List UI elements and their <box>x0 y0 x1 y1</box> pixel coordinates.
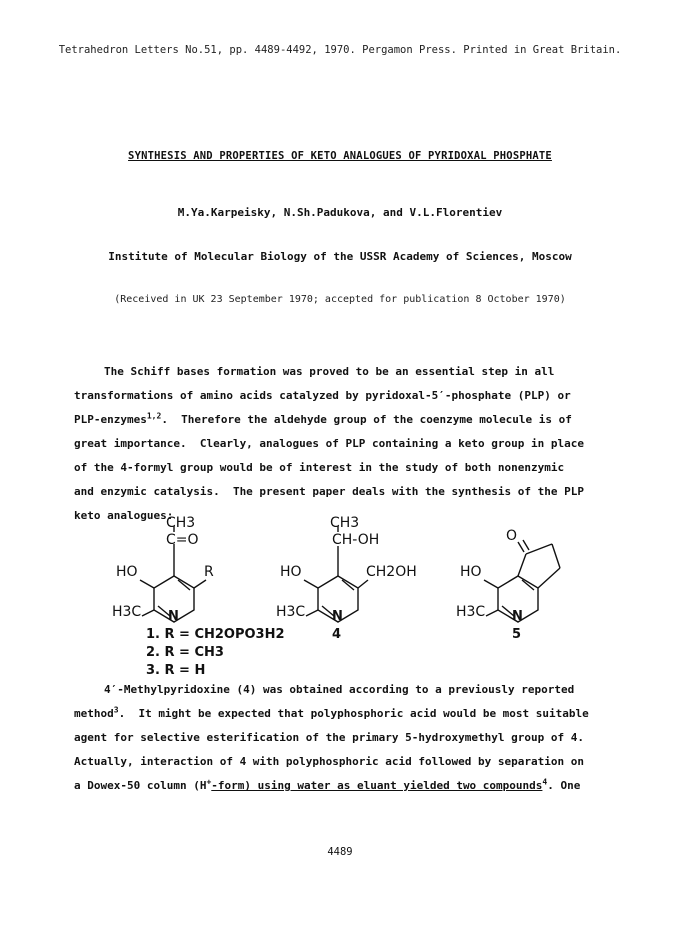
r-group-label: R <box>204 564 214 580</box>
hydroxymethyl-label: CH2OH <box>366 564 417 580</box>
text-run: -form) using water as eluant yielded two compounds <box>211 779 543 792</box>
paragraph-line <box>74 678 614 702</box>
text-run: -Methylpyridoxine (4) was obtained according to a previously reported <box>117 683 575 696</box>
compound-label-3: 3. R = H <box>146 663 206 676</box>
paragraph-line: agent for selective esterification of the primary 5-hydroxymethyl group of 4. <box>74 731 584 744</box>
text-run: method <box>74 707 114 720</box>
compound-label-4: 4 <box>332 627 342 642</box>
hydroxy-label: HO <box>460 564 482 580</box>
chemical-structures <box>74 516 634 676</box>
compound-label-5: 5 <box>512 627 522 642</box>
prime-mark: ′ <box>110 683 118 696</box>
text-run: 4 <box>104 683 111 696</box>
paragraph-intro <box>74 360 614 528</box>
received-date: (Received in UK 23 September 1970; accepted for publication 8 October 1970) <box>114 294 566 305</box>
prime-mark: ′ <box>438 389 445 402</box>
journal-header: Tetrahedron Letters No.51, pp. 4489-4492, 1970. Pergamon Press. Printed in Great Britain. <box>58 44 622 56</box>
paragraph-line <box>74 384 614 408</box>
paragraph-line <box>74 702 614 726</box>
paragraph-line: Actually, interaction of 4 with polyphosphoric acid followed by separation on <box>74 755 584 768</box>
citation-ref: 3 <box>113 705 119 715</box>
superscript: + <box>206 777 212 787</box>
paragraph-line: and enzymic catalysis. The present paper deals with the synthesis of the PLP <box>74 485 584 498</box>
methyl-label: H3C <box>456 604 486 620</box>
citation-ref: 4 <box>542 777 548 787</box>
methyl-label: H3C <box>276 604 306 620</box>
page-number: 4489 <box>327 846 353 858</box>
methyl-label: H3C <box>112 604 142 620</box>
article-title: SYNTHESIS AND PROPERTIES OF KETO ANALOGUES OF PYRIDOXAL PHOSPHATE <box>128 150 552 162</box>
compound-label-1: 1. R = CH2OPO3H2 <box>146 627 285 642</box>
paragraph-line <box>74 774 614 798</box>
paragraph-synthesis <box>74 678 614 798</box>
text-run: -phosphate (PLP) or <box>444 389 571 402</box>
nitrogen-label: N <box>332 609 343 624</box>
text-run: a Dowex-50 column (H <box>74 779 207 792</box>
oxo-label: O <box>506 528 518 544</box>
paragraph-line: of the 4-formyl group would be of interest in the study of both nonenzymic <box>74 461 565 474</box>
citation-ref: 1,2 <box>146 411 162 421</box>
paragraph-line: great importance. Clearly, analogues of PLP containing a keto group in place <box>74 437 584 450</box>
paragraph-line <box>74 408 614 432</box>
hydroxy-label: HO <box>116 564 138 580</box>
nitrogen-label: N <box>168 609 179 624</box>
affiliation: Institute of Molecular Biology of the USSR Academy of Sciences, Moscow <box>108 250 572 263</box>
paragraph-line: The Schiff bases formation was proved to be an essential step in all <box>104 365 555 378</box>
text-run: . One <box>547 779 581 792</box>
ch3-label: CH3 <box>166 516 196 531</box>
hydroxy-label: HO <box>280 564 302 580</box>
text-run: . Therefore the aldehyde group of the coenzyme molecule is of <box>161 413 572 426</box>
author-list: M.Ya.Karpeisky, N.Sh.Padukova, and V.L.Florentiev <box>177 206 503 219</box>
text-run: PLP-enzymes <box>74 413 147 426</box>
nitrogen-label: N <box>512 609 523 624</box>
ch3-label: CH3 <box>330 516 360 531</box>
carbonyl-label: C=O <box>166 532 199 548</box>
text-run: . It might be expected that polyphosphoric acid would be most suitable <box>118 707 589 720</box>
paragraph-line: keto analogues: <box>74 509 174 522</box>
carbinol-label: CH-OH <box>332 532 380 548</box>
compound-label-2: 2. R = CH3 <box>146 645 224 660</box>
text-run: transformations of amino acids catalyzed by pyridoxal-5 <box>74 389 439 402</box>
